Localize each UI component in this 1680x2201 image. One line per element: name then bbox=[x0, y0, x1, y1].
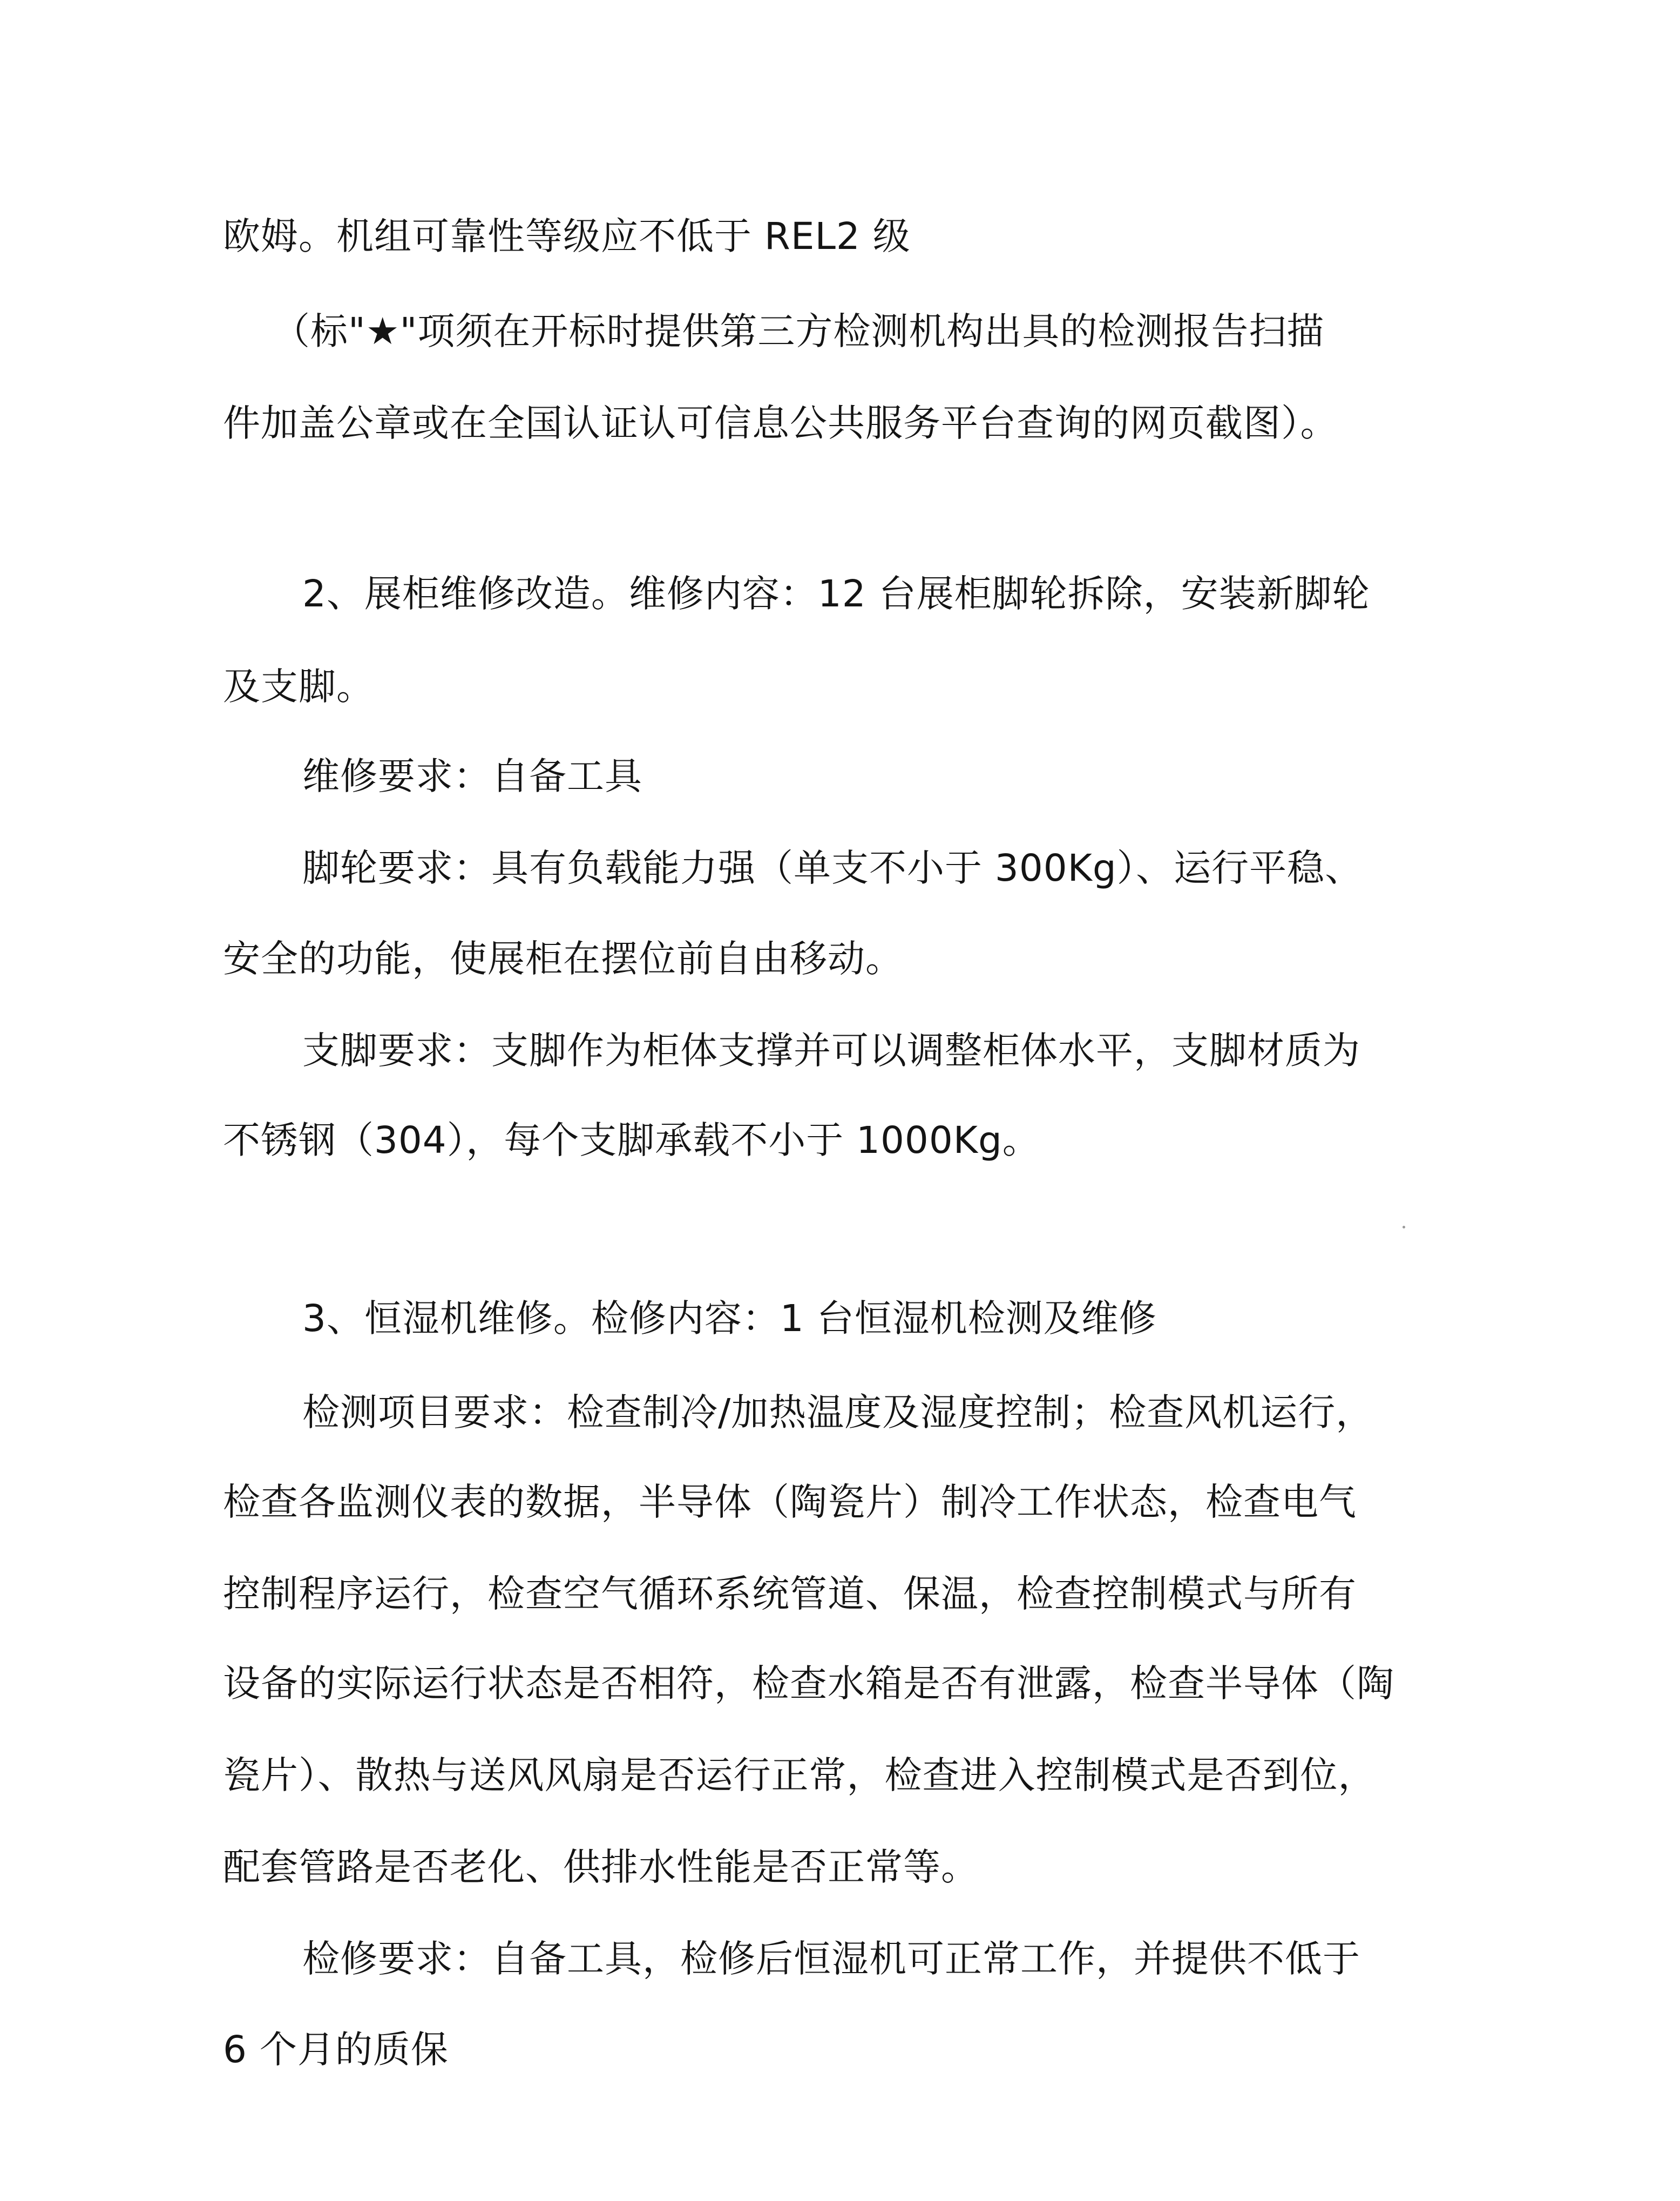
paragraph-line: 设备的实际运行状态是否相符，检查水箱是否有泄露，检查半导体（陶 bbox=[223, 1662, 1394, 1705]
section-heading-3: 3、恒湿机维修。检修内容：1 台恒湿机检测及维修 bbox=[302, 1297, 1157, 1340]
scan-speck bbox=[1403, 1226, 1405, 1228]
maintenance-requirement: 检修要求：自备工具，检修后恒湿机可正常工作，并提供不低于 bbox=[302, 1937, 1360, 1981]
paragraph-line: 配套管路是否老化、供排水性能是否正常等。 bbox=[223, 1846, 979, 1889]
paragraph-line: 6 个月的质保 bbox=[223, 2028, 449, 2071]
inspection-requirement: 检测项目要求：检查制冷/加热温度及湿度控制；检查风机运行， bbox=[302, 1391, 1374, 1434]
section-heading-2: 2、展柜维修改造。维修内容：12 台展柜脚轮拆除，安装新脚轮 bbox=[302, 572, 1370, 616]
paragraph-line: 欧姆。机组可靠性等级应不低于 REL2 级 bbox=[223, 215, 911, 258]
paragraph-line: 控制程序运行，检查空气循环系统管道、保温，检查控制模式与所有 bbox=[223, 1572, 1357, 1616]
caster-requirement: 脚轮要求：具有负载能力强（单支不小于 300Kg）、运行平稳、 bbox=[302, 847, 1363, 890]
paragraph-line: 件加盖公章或在全国认证认可信息公共服务平台查询的网页截图）。 bbox=[223, 402, 1338, 445]
repair-requirement: 维修要求：自备工具 bbox=[302, 755, 642, 798]
paragraph-line: （标"★"项须在开标时提供第三方检测机构出具的检测报告扫描 bbox=[273, 310, 1325, 353]
paragraph-line: 瓷片）、散热与送风风扇是否运行正常，检查进入控制模式是否到位， bbox=[223, 1754, 1376, 1797]
foot-requirement: 支脚要求：支脚作为柜体支撑并可以调整柜体水平，支脚材质为 bbox=[302, 1029, 1360, 1072]
paragraph-line: 不锈钢（304），每个支脚承载不小于 1000Kg。 bbox=[223, 1119, 1040, 1162]
paragraph-line: 及支脚。 bbox=[223, 665, 374, 708]
paragraph-line: 安全的功能，使展柜在摆位前自由移动。 bbox=[223, 937, 903, 981]
paragraph-line: 检查各监测仪表的数据，半导体（陶瓷片）制冷工作状态，检查电气 bbox=[223, 1481, 1357, 1524]
